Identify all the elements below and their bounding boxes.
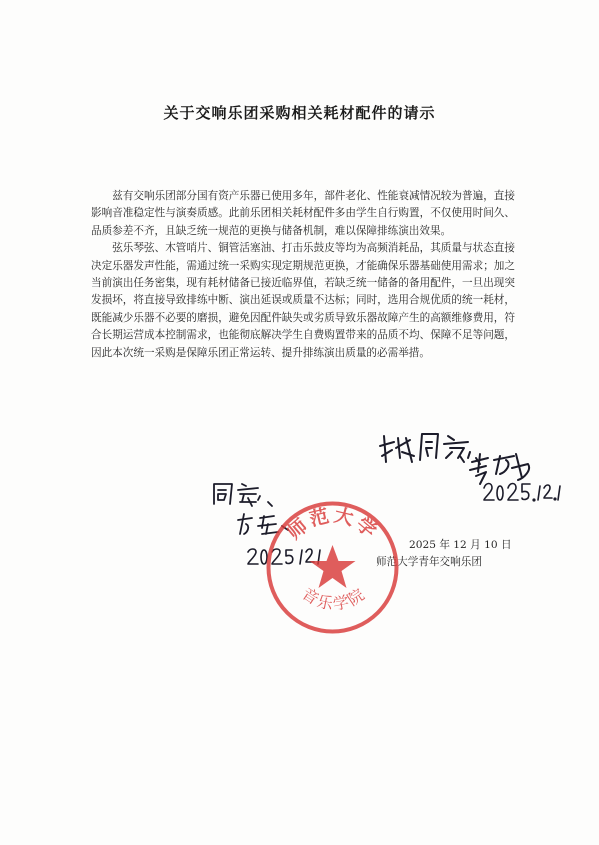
paragraph-2: 弦乐琴弦、木管哨片、铜管活塞油、打击乐鼓皮等均为高频消耗品，其质量与状态直接决定乐器发声性能，需通过统一采购实现定期规范更换，才能确保乐器基础使用需求；加之当前演出任务密集，现有耗材储备已接近临界值，若缺乏统一储备的备用配件，一旦出现突发损坏，将直接导致排练中断、演出延误或质量不达标；同时，选用合规优质的统一耗材，既能减少乐器不必要的磨损，避免因配件缺失或劣质导致乐器故障产生的高额维修费用，符合长期运营成本控制需求，也能彻底解决学生自费购置带来的品质不均、保障不足等问题，因此本次统一采购是保障乐团正常运转、提升排练演出质量的必需举措。 (91, 242, 515, 359)
document-date: 2025 年 12 月 10 日 (409, 539, 512, 551)
seal-top-text: 师范大学 (283, 504, 383, 545)
svg-text:师范大学 (283, 503, 384, 544)
svg-text:音乐学院 (299, 584, 370, 614)
official-seal (260, 495, 405, 640)
handwritten-date-1 (482, 480, 562, 504)
document-body (91, 188, 515, 362)
document-organization: 师范大学青年交响乐团 (376, 556, 482, 568)
document-title: 关于交响乐团采购相关耗材配件的请示 (163, 104, 436, 122)
seal-star-icon (310, 545, 356, 588)
seal-bottom-text: 音乐学院 (298, 583, 370, 614)
paragraph-1: 兹有交响乐团部分国有资产乐器已使用多年，部件老化、性能衰减情况较为普遍，直接影响音准稳定性与演奏质感。此前乐团相关耗材配件多由学生自行购置，不仅使用时间久、品质参差不齐，且缺乏统一规范的更换与储备机制，难以保障排练演出效果。 (91, 190, 515, 237)
